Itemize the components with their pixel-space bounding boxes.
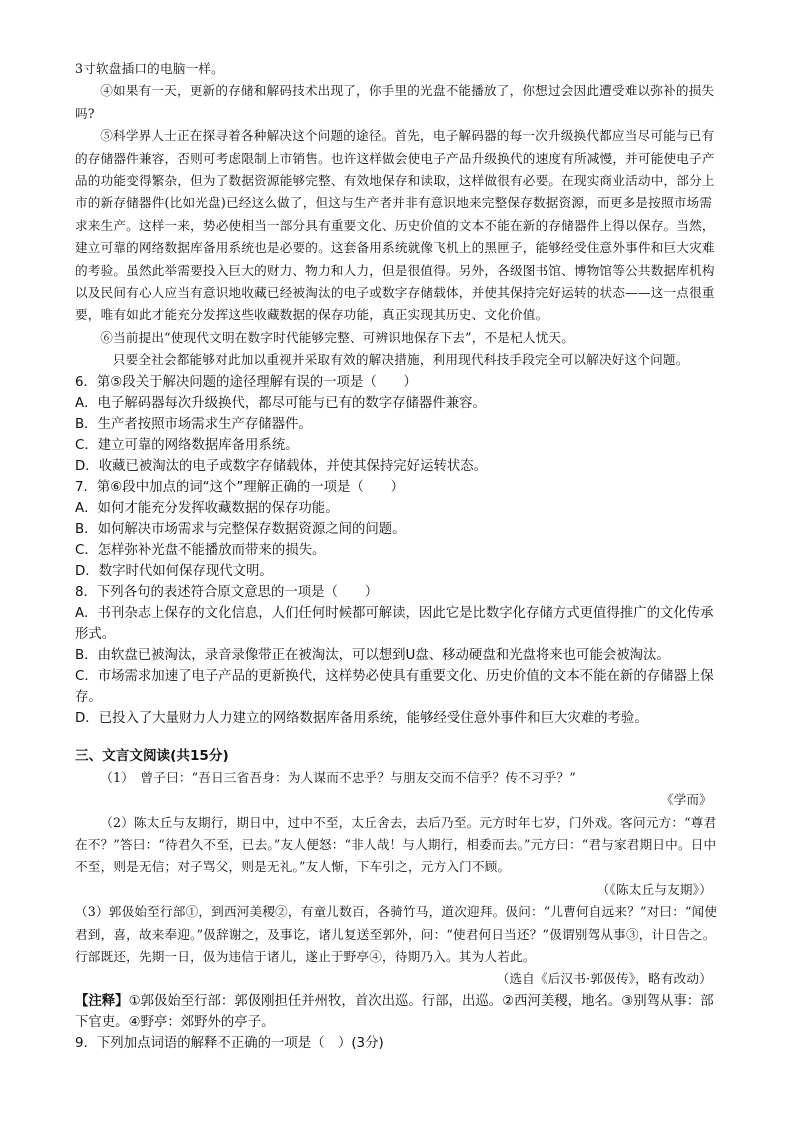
option-a: A．书刊杂志上保存的文化信息，人们任何时候都可解读，因此它是比数字化存储方式更值得推广的文化传承形式。 — [75, 605, 714, 642]
question-6 — [75, 372, 720, 477]
option-d: D．已投入了大量财力人力建立的网络数据库备用系统，能够经受住意外事件和巨大灾难的考验。 — [75, 710, 648, 726]
classical-text-1: （1） 曾子曰：“吾日三省吾身：为人谋而不忠乎？与朋友交而不信乎？传不习乎？” — [100, 769, 576, 785]
passage-paragraph-7: 只要全社会都能够对此加以重视并采取有效的解决措施，利用现代科技手段完全可以解决好这个问题。 — [112, 352, 689, 368]
option-c: C．怎样弥补光盘不能播放而带来的损失。 — [75, 542, 326, 558]
section-heading: 三、文言文阅读(共15分) — [75, 747, 229, 764]
annotation — [75, 991, 720, 1054]
question-7 — [75, 477, 720, 582]
passage — [75, 58, 720, 372]
classical-text-3: （3）郭伋始至行部①，到西河美稷②，有童儿数百，各骑竹马，道次迎拜。伋问：“儿曹何自远来？”对曰：“闻使君到，喜，故来奉迎。”伋辞谢之，及事讫，诸儿复送至郭外，问：“使君何日当还？”伋谓别驾从事③，计日告之。行部既还，先期一日，伋为违信于诸儿，遂止于野亭④，待期乃入。其为人若此。 — [75, 904, 718, 964]
question-stem: 6．第⑤段关于解决问题的途径理解有误的一项是（ ） — [75, 374, 417, 390]
passage-paragraph-6: ⑥当前提出“使现代文明在数字时代能够完整、可辨识地保存下去”，不是杞人忧天。 — [100, 329, 575, 345]
annotation-text: ①郭伋始至行部：郭伋刚担任并州牧，首次出巡。行部，出巡。②西河美稷，地名。③别驾从事：部下官吏。④野亭：郊野外的亭子。 — [75, 993, 714, 1030]
source-2: （《陈太丘与友期》） — [596, 881, 712, 897]
option-b: B．由软盘已被淘汰，录音录像带正在被淘汰，可以想到U盘、移动硬盘和光盘将来也可能会被淘汰。 — [75, 647, 670, 663]
option-b: B．生产者按照市场需求生产存储器件。 — [75, 416, 312, 432]
source-1: 《学而》 — [660, 792, 712, 808]
option-c: C．建立可靠的网络数据库备用系统。 — [75, 437, 299, 453]
classical-texts — [75, 767, 720, 991]
question-stem: 8．下列各句的表述符合原文意思的一项是（ ） — [75, 584, 379, 600]
classical-text-2: （2）陈太丘与友期行，期日中，过中不至，太丘舍去，去后乃至。元方时年七岁，门外戏。客问元方：“尊君在不？”答曰：“待君久不至，已去。”友人便怒：“非人哉！与人期行，相委而去。”元方曰：“君与家君期日中。日中不至，则是无信；对子骂父，则是无礼。”友人惭，下车引之，元方入门不顾。 — [75, 814, 717, 875]
annotation-line — [75, 991, 720, 1033]
exam-page — [75, 58, 720, 1054]
option-d: D．数字时代如何保存现代文明。 — [75, 563, 273, 579]
question-stem: 7．第⑥段中加点的词“这个”理解正确的一项是（ ） — [75, 479, 404, 495]
option-b: B．如何解决市场需求与完整保存数据资源之间的问题。 — [75, 521, 406, 537]
passage-paragraph-4: ④如果有一天，更新的存储和解码技术出现了，你手里的光盘不能播放了，你想过会因此遭受难以弥补的损失吗? — [75, 83, 715, 121]
option-d: D．收藏已被淘汰的电子或数字存储载体，并使其保持完好运转状态。 — [75, 458, 488, 474]
option-a: A．如何才能充分发挥收藏数据的保存功能。 — [75, 500, 339, 516]
passage-continuation: 3寸软盘插口的电脑一样。 — [75, 61, 224, 76]
source-3: （选自《后汉书·郭伋传》，略有改动） — [496, 971, 712, 987]
question-9-stem: 9．下列加点词语的解释不正确的一项是（ ）(3分) — [75, 1035, 384, 1051]
annotation-label: 【注释】 — [75, 993, 129, 1009]
option-a: A．电子解码器每次升级换代，都尽可能与已有的数字存储器件兼容。 — [75, 395, 486, 411]
option-c: C．市场需求加速了电子产品的更新换代，这样势必使具有重要文化、历史价值的文本不能在新的存储器上保存。 — [75, 668, 714, 705]
question-8 — [75, 582, 720, 729]
passage-paragraph-5: ⑤科学界人士正在探寻着各种解决这个问题的途径。首先，电子解码器的每一次升级换代都应当尽可能与已有的存储器件兼容，否则可考虑限制上市销售。也许这样做会使电子产品升级换代的速度有所减慢，并可能使电子产品的功能变得繁杂，但为了数据资源能够完整、有效地保存和读取，这样做很有必要。在现实商业活动中，部分上市的新存储器件(比如光盘)已经这么做了，但这与生产者并非有意识地来完整保存数据资源，而更多是按照市场需求来生产。这样一来，势必使相当一部分具有重要文化、历史价值的文本不能在新的存储器件上得以保存。当然，建立可靠的网络数据库备用系统也是必要的。这套备用系统就像飞机上的黑匣子，能够经受住意外事件和巨大灾难的考验。虽然此举需要投入巨大的财力、物力和人力，但是很值得。另外，各级图书馆、博物馆等公共数据库机构以及民间有心人应当有意识地收藏已经被淘汰的电子或数字存储载体，并使其保持完好运转的状态——这一点很重要，唯有如此才能充分发挥这些收藏数据的保存功能，真正实现其历史、文化价值。 — [75, 128, 715, 323]
